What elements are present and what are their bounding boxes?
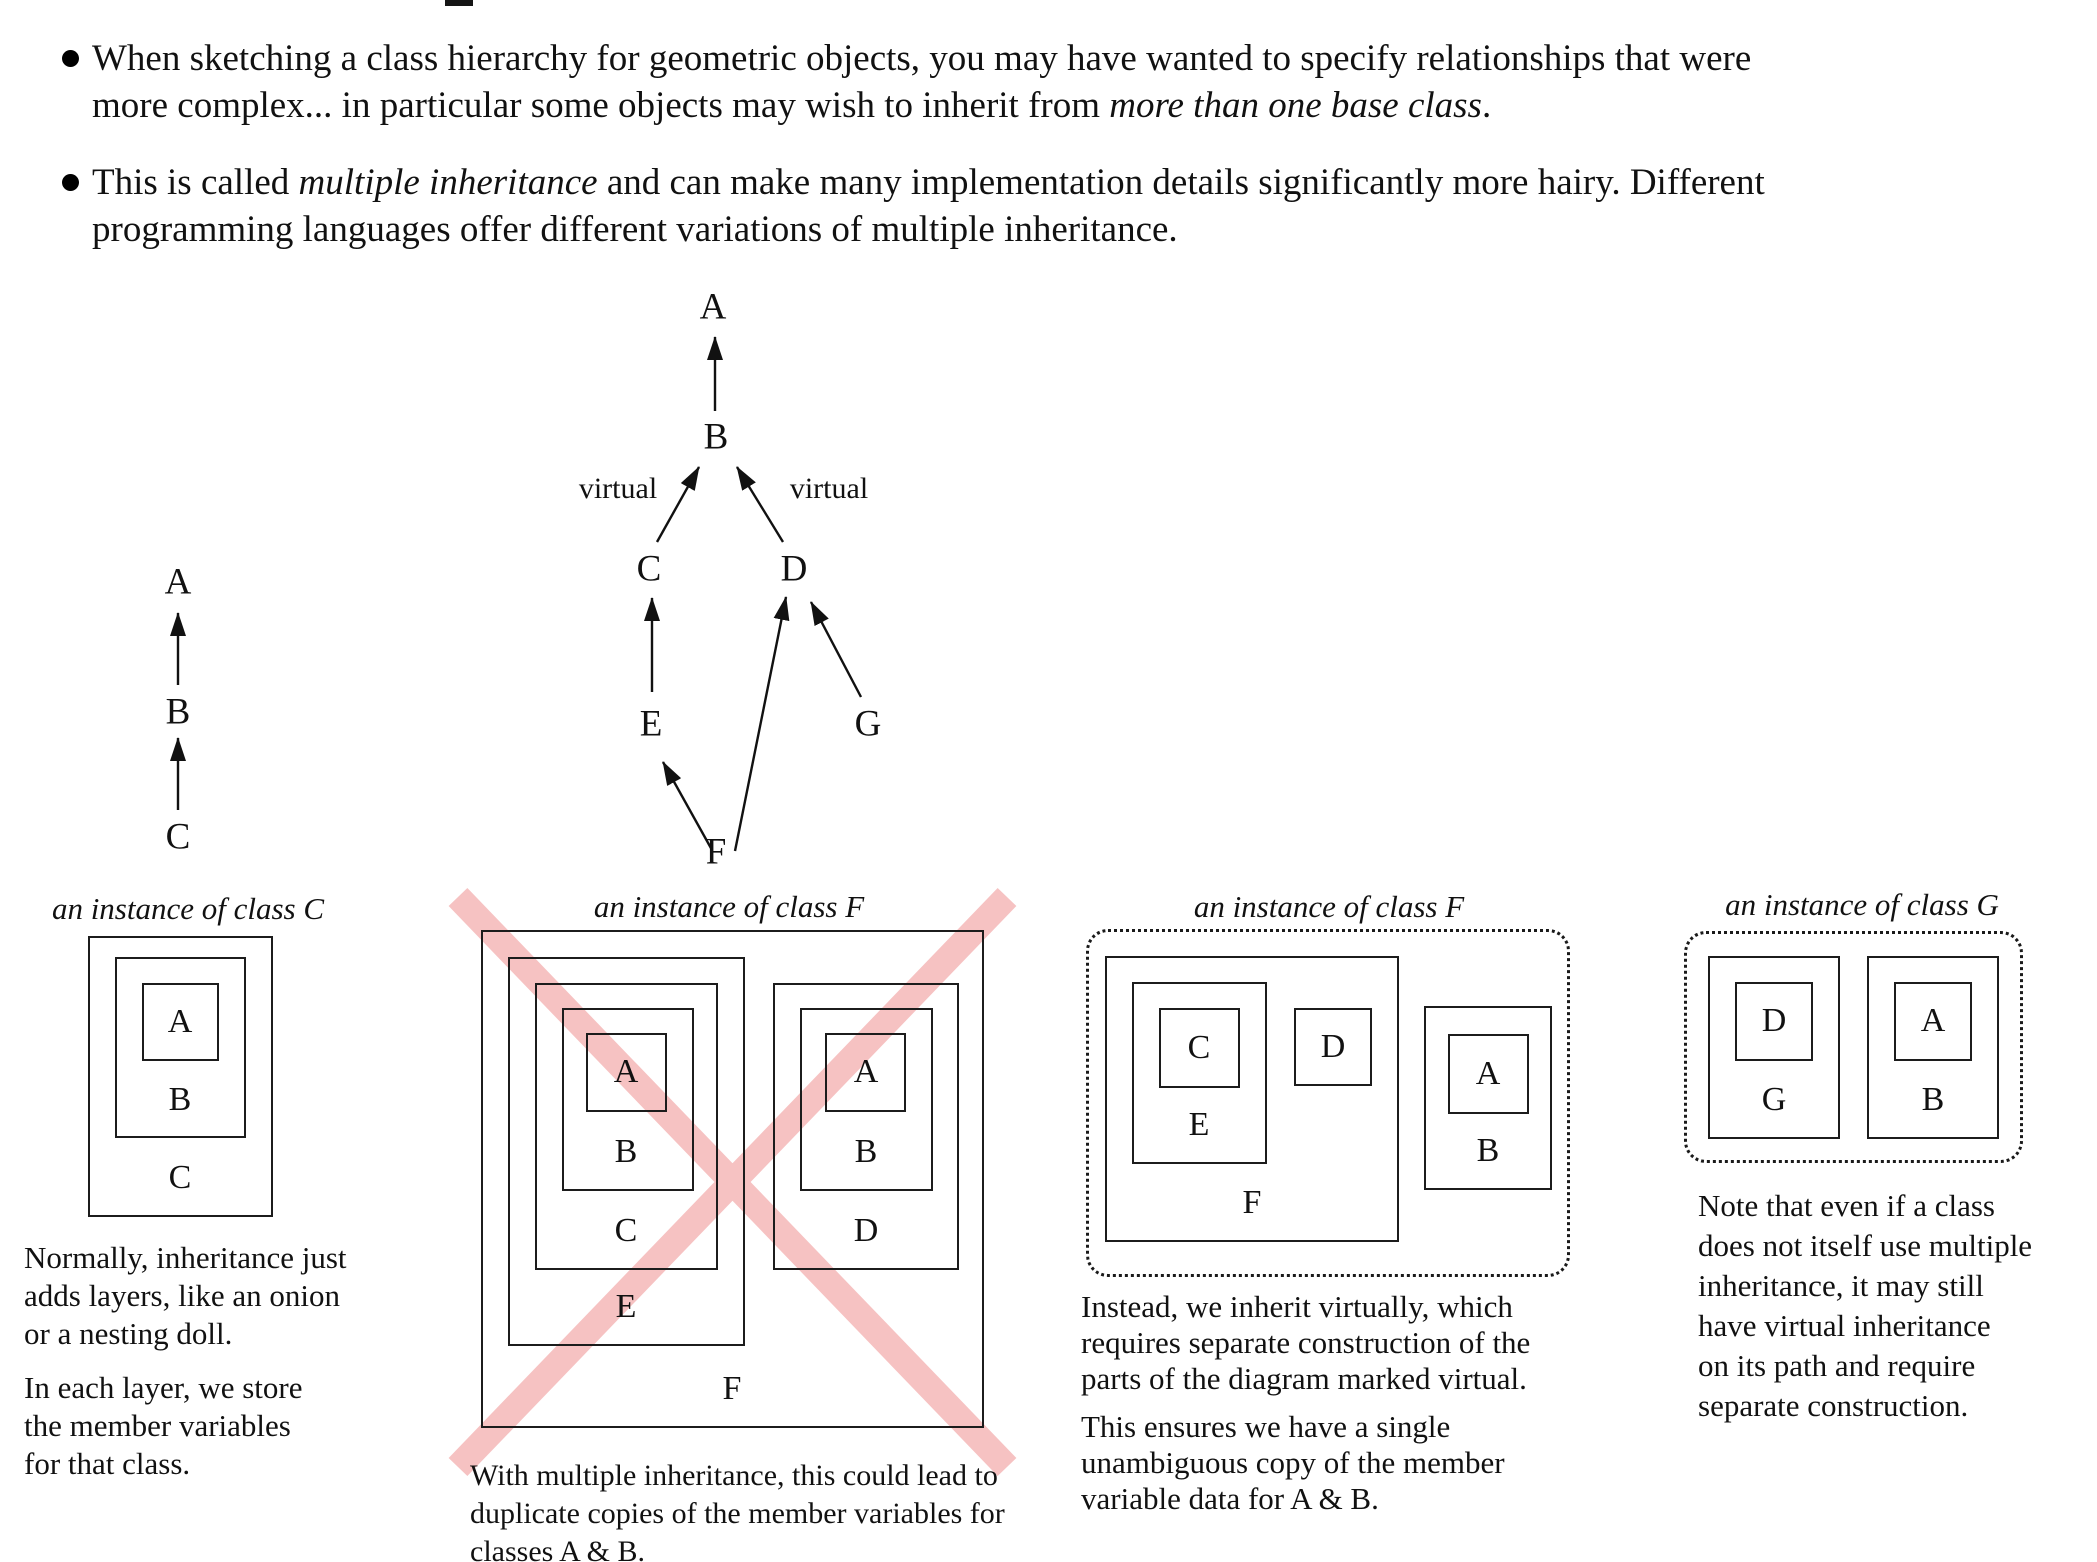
multi-node-f: F (705, 831, 727, 873)
bullet-2-line-2: programming languages offer different variations of multiple inheritance. (92, 209, 1178, 250)
caption-line: Instead, we inherit virtually, which (1081, 1289, 1513, 1324)
instance-g-label-a: A (1920, 1002, 1946, 1039)
caption-line: classes A & B. (470, 1535, 646, 1562)
instance-g-label-d: D (1761, 1002, 1787, 1039)
instance-f-virtual-label-e: E (1188, 1106, 1210, 1143)
instance-f-virtual-caption-2 (1081, 1409, 1505, 1517)
instance-c-label-a: A (167, 1003, 193, 1040)
bullet-icon (62, 50, 79, 67)
instance-f-dup-label-c: C (614, 1212, 638, 1249)
instance-f-dup-caption (470, 1457, 1005, 1562)
bullet-item-1 (92, 35, 1751, 129)
multi-node-b: B (703, 416, 729, 458)
instance-c-caption-2 (24, 1369, 302, 1483)
caption-line: requires separate construction of the (1081, 1325, 1531, 1360)
virtual-label-left: virtual (578, 472, 658, 505)
bullet-1-line-2-end: . (1481, 85, 1492, 126)
arrow-f-to-d (735, 597, 786, 851)
virtual-label-right: virtual (789, 472, 869, 505)
multi-node-c: C (636, 548, 662, 590)
arrow-g-to-d (811, 602, 861, 697)
instance-c-label-c: C (168, 1159, 192, 1196)
caption-line: the member variables (24, 1408, 291, 1443)
instance-c-caption-1 (24, 1239, 347, 1353)
caption-line: Note that even if a class (1698, 1188, 1995, 1223)
caption-line: have virtual inheritance (1698, 1308, 1991, 1343)
caption-line: on its path and require (1698, 1348, 1976, 1383)
caption-line: With multiple inheritance, this could lead to (470, 1459, 998, 1492)
instance-f-virtual-label-d: D (1320, 1028, 1346, 1065)
instance-g-title: an instance of class G (1725, 887, 1999, 922)
bullet-1-line-2 (92, 82, 1751, 129)
caption-line: separate construction. (1698, 1388, 1969, 1423)
instance-g-label-g: G (1761, 1081, 1787, 1118)
instance-f-dup-label-f: F (722, 1370, 742, 1407)
arrow-d-to-b (737, 467, 783, 542)
caption-line: parts of the diagram marked virtual. (1081, 1361, 1527, 1396)
instance-f-dup-label-a2: A (853, 1053, 879, 1090)
instance-c-title: an instance of class C (51, 891, 325, 926)
bullet-1-line-1: When sketching a class hierarchy for geometric objects, you may have wanted to specify relationships that were (92, 38, 1752, 79)
multi-node-g: G (854, 703, 882, 745)
instance-f-virtual-label-c: C (1187, 1029, 1211, 1066)
instance-f-virtual-label-f: F (1242, 1184, 1262, 1221)
multi-node-a: A (699, 286, 727, 328)
instance-f-virtual-label-a: A (1475, 1055, 1501, 1092)
caption-line: Normally, inheritance just (24, 1240, 347, 1275)
instance-f-virtual-label-b: B (1476, 1132, 1500, 1169)
caption-line: In each layer, we store (24, 1370, 303, 1405)
instance-g-label-b: B (1921, 1081, 1945, 1118)
bullet-2-line-1-text: This is called (92, 162, 299, 203)
instance-f-dup-label-d: D (853, 1212, 879, 1249)
instance-f-virtual-title: an instance of class F (1193, 889, 1465, 924)
caption-line: variable data for A & B. (1081, 1481, 1379, 1516)
instance-f-virtual-caption-1 (1081, 1289, 1530, 1397)
arrow-c-to-b (657, 467, 699, 542)
caption-line: duplicate copies of the member variables for (470, 1497, 1005, 1530)
simple-node-c: C (165, 816, 191, 858)
caption-line: inheritance, it may still (1698, 1268, 1984, 1303)
bullet-2-italic-phrase: multiple inheritance (298, 162, 598, 203)
instance-f-dup-label-a1: A (613, 1053, 639, 1090)
multi-node-d: D (780, 548, 808, 590)
bullet-icon (62, 174, 79, 191)
caption-line: for that class. (24, 1446, 191, 1481)
arrow-f-to-e (663, 762, 712, 850)
instance-f-dup-title: an instance of class F (593, 889, 865, 924)
caption-line: or a nesting doll. (24, 1316, 233, 1351)
bullet-item-2 (92, 159, 1765, 253)
instance-f-dup-label-e: E (615, 1288, 637, 1325)
caption-line: adds layers, like an onion (24, 1278, 340, 1313)
caption-line: does not itself use multiple (1698, 1228, 2033, 1263)
simple-node-b: B (165, 691, 191, 733)
bullet-1-line-2-text: more complex... in particular some objects may wish to inherit from (92, 85, 1110, 126)
bullet-2-line-1-end: and can make many implementation details significantly more hairy. Different (597, 162, 1765, 203)
instance-g-caption (1698, 1186, 2032, 1426)
instance-f-dup-label-b1: B (614, 1133, 638, 1170)
instance-c-label-b: B (168, 1081, 192, 1118)
caption-line: This ensures we have a single (1081, 1409, 1451, 1444)
multi-hierarchy-arrows (652, 337, 861, 851)
bullet-2-line-1 (92, 159, 1765, 206)
simple-node-a: A (164, 561, 192, 603)
caption-line: unambiguous copy of the member (1081, 1445, 1505, 1480)
instance-f-dup-label-b2: B (854, 1133, 878, 1170)
multi-node-e: E (639, 703, 663, 745)
bullet-1-italic-phrase: more than one base class (1109, 85, 1482, 126)
